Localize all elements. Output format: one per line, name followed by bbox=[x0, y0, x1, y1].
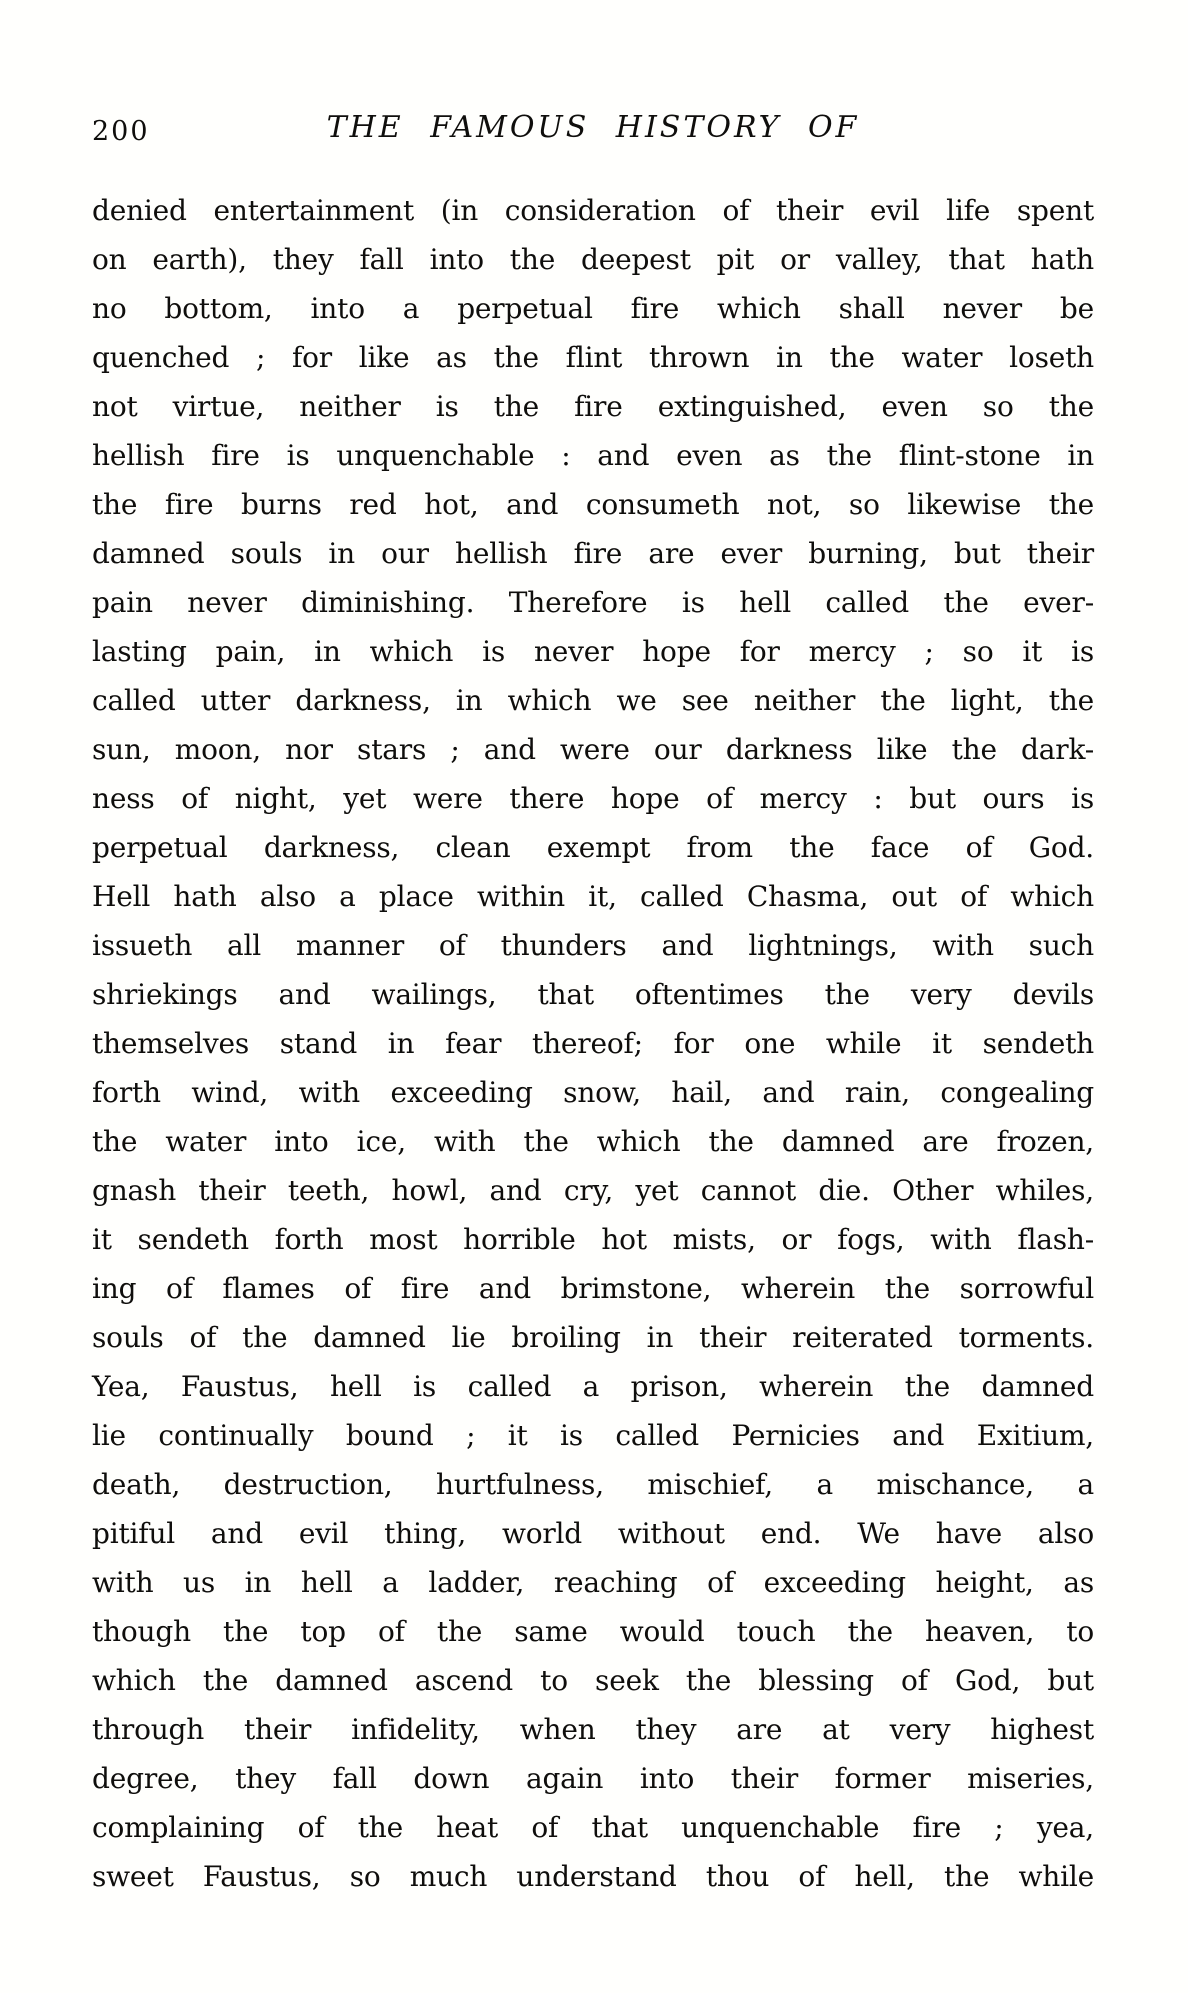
text-line: it sendeth forth most horrible hot mists, or fogs, with flash- bbox=[92, 1223, 1094, 1256]
text-line: lie continually bound ; it is called Pernicies and Exitium, bbox=[92, 1419, 1094, 1452]
running-header: THE FAMOUS HISTORY OF bbox=[326, 110, 860, 145]
text-line: called utter darkness, in which we see neither the light, the bbox=[92, 684, 1094, 717]
text-line: damned souls in our hellish fire are ever burning, but their bbox=[92, 537, 1094, 570]
text-line: shriekings and wailings, that oftentimes the very devils bbox=[92, 978, 1094, 1011]
text-line: hellish fire is unquenchable : and even as the flint-stone in bbox=[92, 439, 1094, 472]
text-line: forth wind, with exceeding snow, hail, and rain, congealing bbox=[92, 1076, 1094, 1109]
text-line: not virtue, neither is the fire extinguished, even so the bbox=[92, 390, 1094, 423]
text-line: through their infidelity, when they are at very highest bbox=[92, 1713, 1094, 1746]
text-line: quenched ; for like as the flint thrown in the water loseth bbox=[92, 341, 1094, 374]
text-line: pain never diminishing. Therefore is hell called the ever- bbox=[92, 586, 1094, 619]
text-line: Hell hath also a place within it, called Chasma, out of which bbox=[92, 880, 1094, 913]
text-line: on earth), they fall into the deepest pit or valley, that hath bbox=[92, 243, 1094, 276]
text-line: with us in hell a ladder, reaching of exceeding height, as bbox=[92, 1566, 1094, 1599]
text-line: degree, they fall down again into their former miseries, bbox=[92, 1762, 1094, 1795]
text-line: themselves stand in fear thereof; for one while it sendeth bbox=[92, 1027, 1094, 1060]
text-line: issueth all manner of thunders and lightnings, with such bbox=[92, 929, 1094, 962]
text-line: the fire burns red hot, and consumeth not, so likewise the bbox=[92, 488, 1094, 521]
page-header bbox=[92, 110, 1094, 156]
text-line: though the top of the same would touch the heaven, to bbox=[92, 1615, 1094, 1648]
text-line: no bottom, into a perpetual fire which shall never be bbox=[92, 292, 1094, 325]
text-line: perpetual darkness, clean exempt from the face of God. bbox=[92, 831, 1094, 864]
text-line: ing of flames of fire and brimstone, wherein the sorrowful bbox=[92, 1272, 1094, 1305]
page-number: 200 bbox=[92, 116, 150, 147]
body-paragraph bbox=[92, 186, 1094, 1901]
text-line: which the damned ascend to seek the blessing of God, but bbox=[92, 1664, 1094, 1697]
text-line: lasting pain, in which is never hope for mercy ; so it is bbox=[92, 635, 1094, 668]
text-line: gnash their teeth, howl, and cry, yet cannot die. Other whiles, bbox=[92, 1174, 1094, 1207]
text-line: complaining of the heat of that unquenchable fire ; yea, bbox=[92, 1811, 1094, 1844]
text-line: souls of the damned lie broiling in their reiterated torments. bbox=[92, 1321, 1094, 1354]
text-line: sun, moon, nor stars ; and were our darkness like the dark- bbox=[92, 733, 1094, 766]
text-line: Yea, Faustus, hell is called a prison, wherein the damned bbox=[92, 1370, 1094, 1403]
text-line: denied entertainment (in consideration of their evil life spent bbox=[92, 194, 1094, 227]
text-line: pitiful and evil thing, world without end. We have also bbox=[92, 1517, 1094, 1550]
text-line: sweet Faustus, so much understand thou of hell, the while bbox=[92, 1860, 1094, 1893]
text-line: death, destruction, hurtfulness, mischief, a mischance, a bbox=[92, 1468, 1094, 1501]
text-line: ness of night, yet were there hope of mercy : but ours is bbox=[92, 782, 1094, 815]
text-line: the water into ice, with the which the damned are frozen, bbox=[92, 1125, 1094, 1158]
